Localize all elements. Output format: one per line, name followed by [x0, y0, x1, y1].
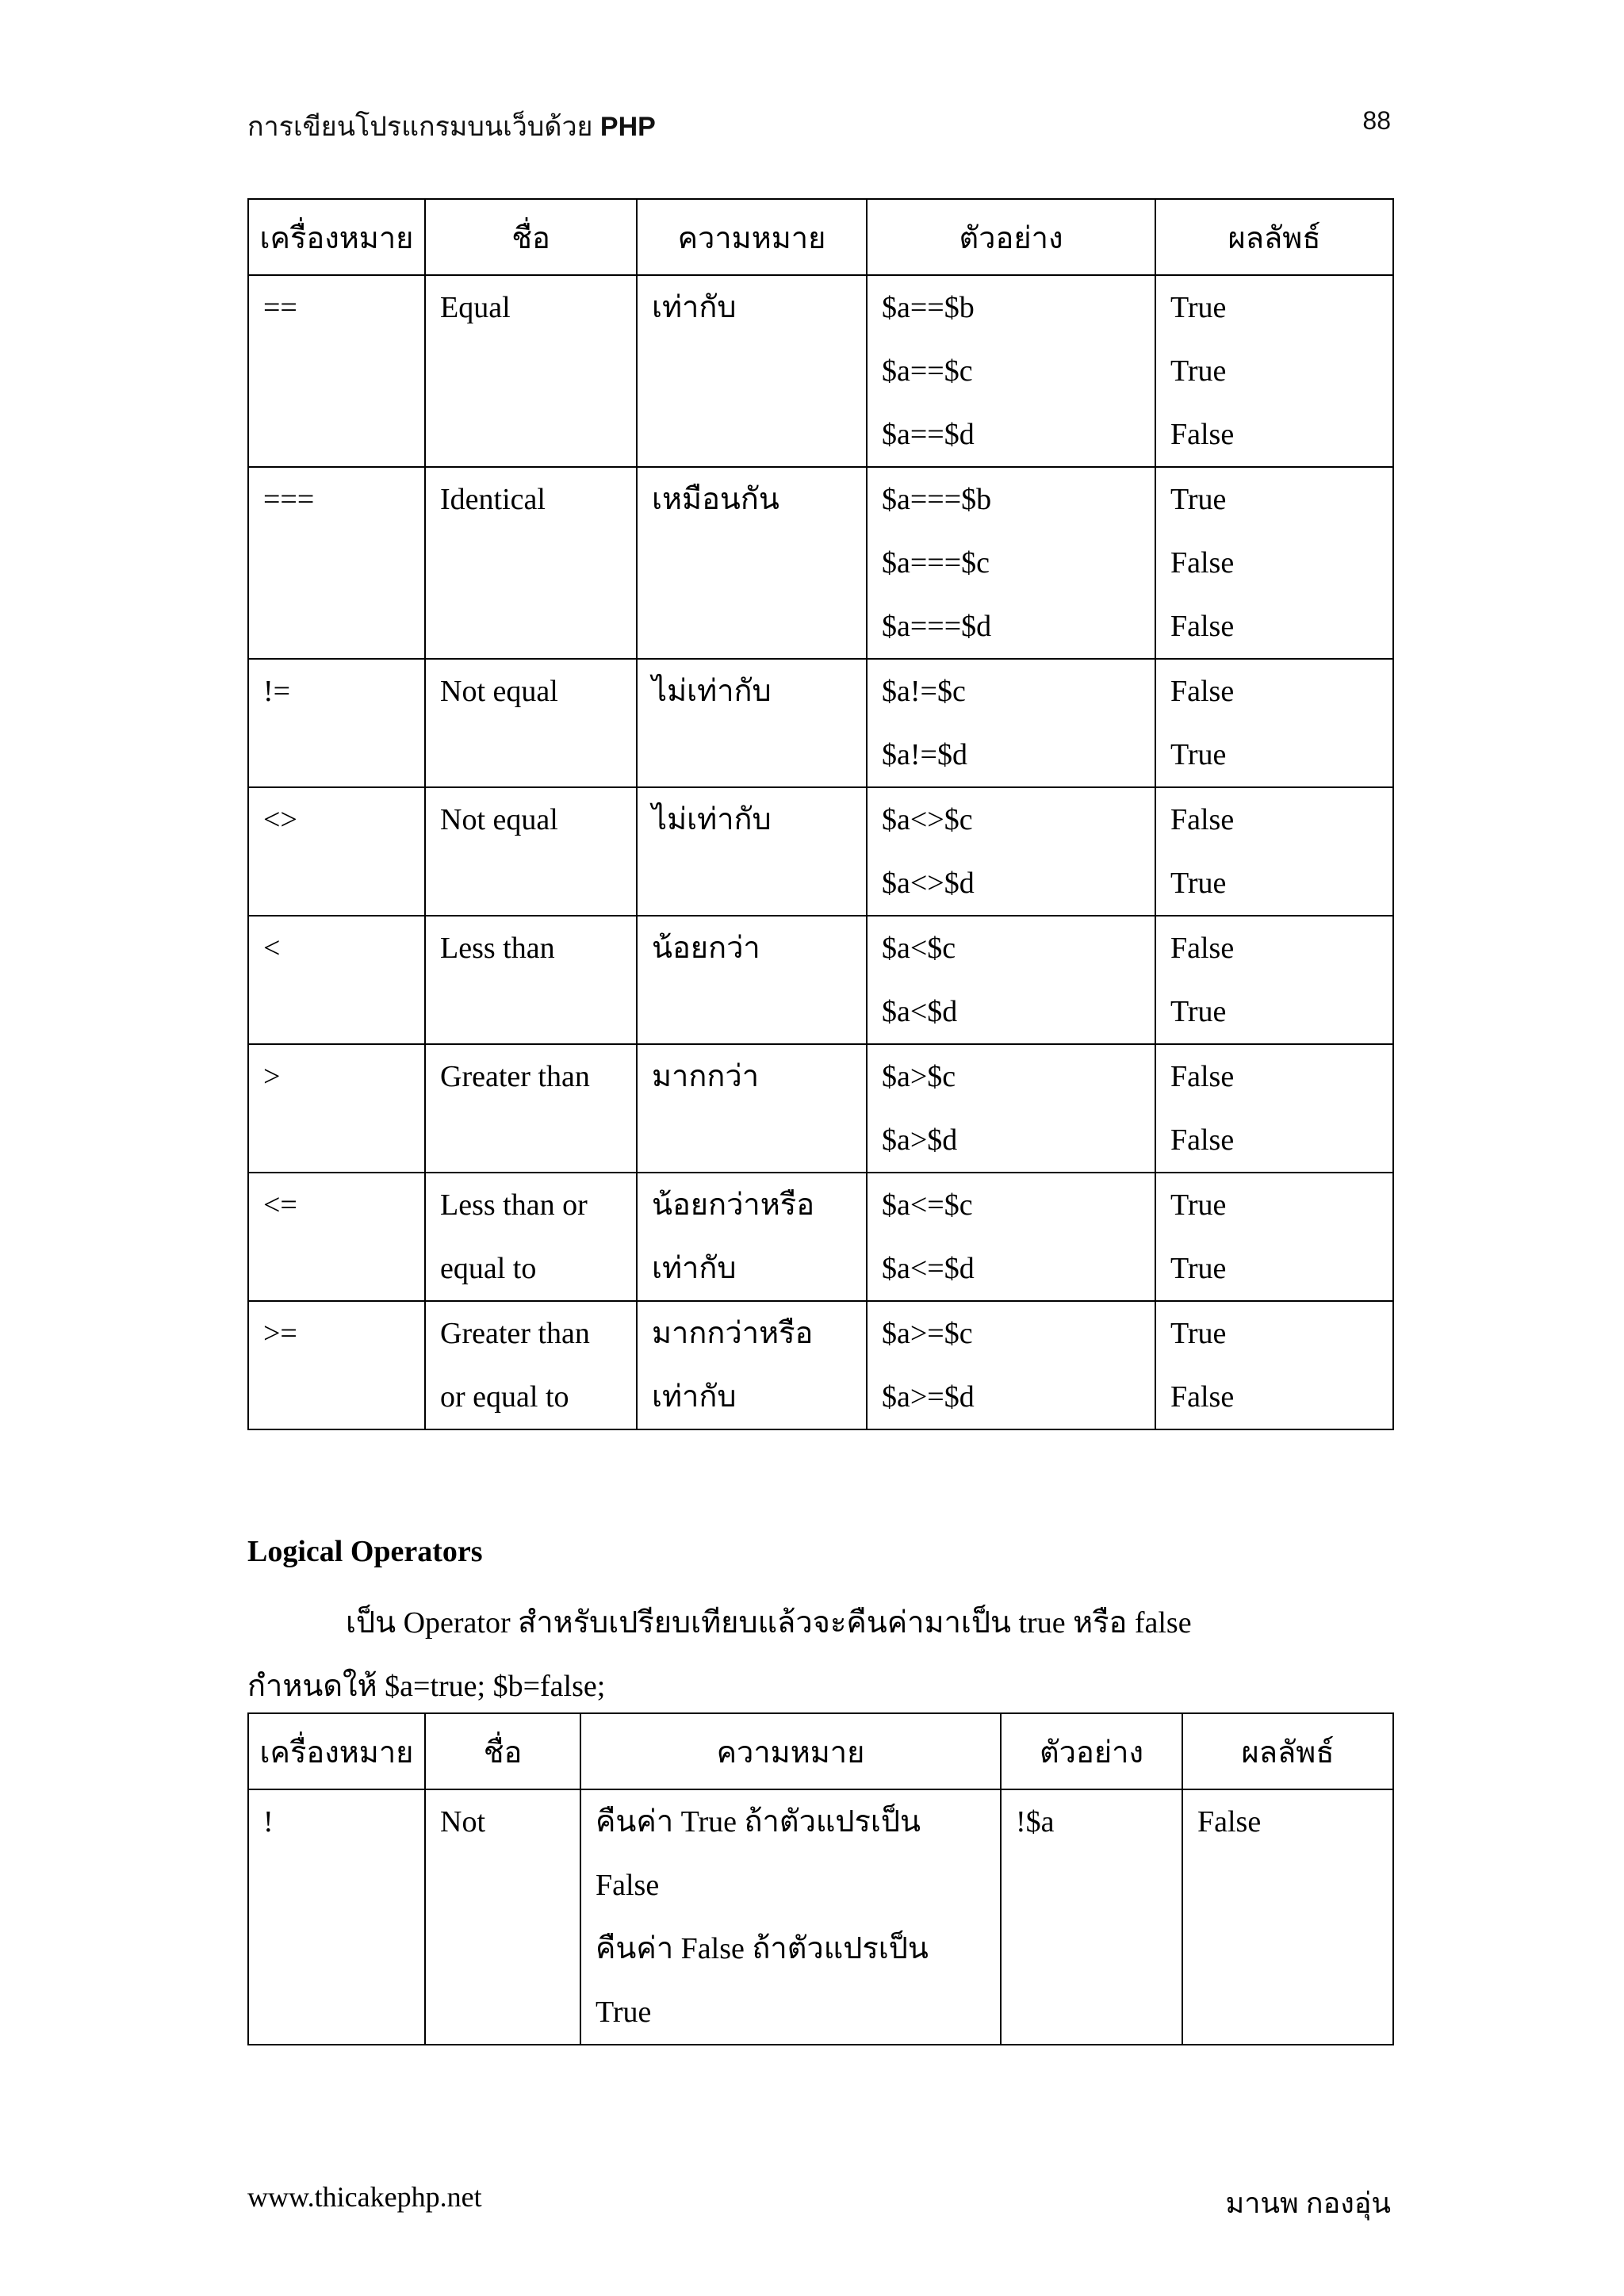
operator-meaning: มากกว่าหรือ — [652, 1317, 814, 1350]
cell-results — [1182, 1789, 1393, 2045]
example-expression: $a!=$c — [882, 675, 966, 708]
result-value: False — [1170, 610, 1235, 643]
example-expression: $a!=$d — [882, 738, 967, 771]
result-value: False — [1170, 803, 1235, 836]
column-header: ผลลัพธ์ — [1182, 1713, 1393, 1789]
example-expression: $a===$b — [882, 483, 992, 516]
result-value: False — [1170, 1060, 1235, 1093]
operator-symbol: <= — [263, 1188, 297, 1222]
cell-examples — [867, 467, 1155, 659]
cell-examples — [867, 1044, 1155, 1173]
cell-results — [1155, 916, 1393, 1044]
example-expression: $a===$d — [882, 610, 992, 643]
cell-meaning — [637, 467, 867, 659]
operator-symbol: >= — [263, 1317, 297, 1350]
cell-name — [425, 787, 637, 916]
operator-meaning: คืนค่า False ถ้าตัวแปรเป็น — [596, 1932, 929, 1965]
result-value: True — [1170, 1252, 1227, 1285]
running-header — [247, 105, 656, 147]
cell-name — [425, 467, 637, 659]
operator-symbol: === — [263, 483, 315, 516]
table-row — [248, 275, 1393, 467]
cell-examples — [1001, 1789, 1182, 2045]
operator-meaning: ไม่เท่ากับ — [652, 803, 772, 836]
operator-meaning: False — [596, 1869, 660, 1902]
cell-results — [1155, 467, 1393, 659]
cell-name — [425, 1173, 637, 1301]
operator-name: Not — [440, 1805, 485, 1839]
column-header: ความหมาย — [580, 1713, 1001, 1789]
example-expression: $a<=$c — [882, 1188, 973, 1222]
cell-meaning — [637, 1173, 867, 1301]
operator-name: Less than or — [440, 1188, 588, 1222]
cell-symbol — [248, 1044, 425, 1173]
cell-examples — [867, 275, 1155, 467]
cell-symbol — [248, 275, 425, 467]
result-value: False — [1170, 932, 1235, 965]
result-value: True — [1170, 867, 1227, 900]
column-header: ชื่อ — [425, 1713, 580, 1789]
intro-paragraph: เป็น Operator สำหรับเปรียบเทียบแล้วจะคืนค่ามาเป็น true หรือ false — [346, 1606, 1192, 1640]
column-header: ตัวอย่าง — [1001, 1713, 1182, 1789]
cell-results — [1155, 275, 1393, 467]
cell-examples — [867, 787, 1155, 916]
table-header — [248, 199, 1393, 275]
cell-examples — [867, 1301, 1155, 1429]
cell-results — [1155, 659, 1393, 787]
cell-symbol — [248, 787, 425, 916]
operator-meaning: เท่ากับ — [652, 291, 737, 324]
table-row — [248, 1044, 1393, 1173]
cell-name — [425, 275, 637, 467]
cell-results — [1155, 1301, 1393, 1429]
cell-meaning — [637, 787, 867, 916]
table-header — [248, 1713, 1393, 1789]
table-row — [248, 1301, 1393, 1429]
result-value: False — [1170, 1123, 1235, 1157]
example-expression: $a<$c — [882, 932, 956, 965]
operator-name: Not equal — [440, 675, 558, 708]
example-expression: $a<>$c — [882, 803, 973, 836]
header-title-php: PHP — [599, 112, 656, 142]
cell-name — [425, 1301, 637, 1429]
cell-examples — [867, 916, 1155, 1044]
column-header: ตัวอย่าง — [867, 199, 1155, 275]
operator-name: equal to — [440, 1252, 537, 1285]
cell-name — [425, 916, 637, 1044]
cell-results — [1155, 787, 1393, 916]
column-header: ความหมาย — [637, 199, 867, 275]
example-expression: $a===$c — [882, 546, 990, 580]
operator-symbol: != — [263, 675, 291, 708]
operator-name: Greater than — [440, 1317, 590, 1350]
operator-meaning: น้อยกว่า — [652, 932, 760, 965]
cell-meaning — [637, 659, 867, 787]
result-value: False — [1170, 1380, 1235, 1414]
cell-examples — [867, 659, 1155, 787]
cell-symbol — [248, 1789, 425, 2045]
cell-meaning — [637, 1044, 867, 1173]
cell-meaning — [580, 1789, 1001, 2045]
logical-operators-table — [247, 1712, 1394, 2045]
operator-symbol: == — [263, 291, 297, 324]
header-title-thai: การเขียนโปรแกรมบนเว็บด้วย — [247, 112, 593, 142]
table-row — [248, 787, 1393, 916]
result-value: True — [1170, 738, 1227, 771]
operator-name: Less than — [440, 932, 555, 965]
column-header: ชื่อ — [425, 199, 637, 275]
table-row — [248, 1173, 1393, 1301]
table-row — [248, 659, 1393, 787]
cell-meaning — [637, 1301, 867, 1429]
example-expression: $a==$b — [882, 291, 975, 324]
operator-meaning: คืนค่า True ถ้าตัวแปรเป็น — [596, 1805, 921, 1839]
operator-name: Identical — [440, 483, 546, 516]
result-value: False — [1170, 418, 1235, 451]
operator-meaning: True — [596, 1996, 652, 2029]
result-value: True — [1170, 995, 1227, 1028]
cell-symbol — [248, 659, 425, 787]
operator-symbol: ! — [263, 1805, 274, 1839]
result-value: True — [1170, 1188, 1227, 1222]
example-expression: $a<>$d — [882, 867, 975, 900]
operator-symbol: < — [263, 932, 281, 965]
example-expression: $a<$d — [882, 995, 958, 1028]
column-header: เครื่องหมาย — [248, 199, 425, 275]
example-expression: $a>=$d — [882, 1380, 975, 1414]
result-value: False — [1170, 675, 1235, 708]
operator-meaning: เท่ากับ — [652, 1380, 737, 1414]
example-expression: $a==$c — [882, 354, 973, 388]
section-heading: Logical Operators — [247, 1535, 483, 1568]
cell-symbol — [248, 1301, 425, 1429]
cell-symbol — [248, 467, 425, 659]
operator-symbol: > — [263, 1060, 281, 1093]
example-expression: !$a — [1016, 1805, 1055, 1839]
operator-meaning: เท่ากับ — [652, 1252, 737, 1285]
column-header: ผลลัพธ์ — [1155, 199, 1393, 275]
operator-symbol: <> — [263, 803, 297, 836]
result-value: False — [1197, 1805, 1262, 1839]
example-expression: $a<=$d — [882, 1252, 975, 1285]
comparison-operators-table — [247, 198, 1394, 1430]
operator-name: or equal to — [440, 1380, 569, 1414]
example-expression: $a>$c — [882, 1060, 956, 1093]
result-value: True — [1170, 354, 1227, 388]
example-expression: $a>$d — [882, 1123, 958, 1157]
table-row — [248, 467, 1393, 659]
result-value: True — [1170, 291, 1227, 324]
cell-meaning — [637, 916, 867, 1044]
operator-name: Equal — [440, 291, 511, 324]
cell-meaning — [637, 275, 867, 467]
table-row — [248, 916, 1393, 1044]
column-header: เครื่องหมาย — [248, 1713, 425, 1789]
result-value: True — [1170, 483, 1227, 516]
cell-examples — [867, 1173, 1155, 1301]
cell-name — [425, 659, 637, 787]
given-values-line: กำหนดให้ $a=true; $b=false; — [247, 1670, 606, 1703]
operator-meaning: น้อยกว่าหรือ — [652, 1188, 815, 1222]
footer-url: www.thicakephp.net — [247, 2181, 482, 2213]
operator-meaning: เหมือนกัน — [652, 483, 779, 516]
operator-name: Not equal — [440, 803, 558, 836]
operator-meaning: มากกว่า — [652, 1060, 760, 1093]
cell-name — [425, 1789, 580, 2045]
cell-name — [425, 1044, 637, 1173]
result-value: False — [1170, 546, 1235, 580]
operator-name: Greater than — [440, 1060, 590, 1093]
example-expression: $a>=$c — [882, 1317, 973, 1350]
table-row — [248, 1789, 1393, 2045]
cell-results — [1155, 1044, 1393, 1173]
page-number: 88 — [1362, 106, 1391, 135]
cell-symbol — [248, 1173, 425, 1301]
footer-author: มานพ กองอุ่น — [1225, 2187, 1391, 2219]
operator-meaning: ไม่เท่ากับ — [652, 675, 772, 708]
example-expression: $a==$d — [882, 418, 975, 451]
cell-results — [1155, 1173, 1393, 1301]
cell-symbol — [248, 916, 425, 1044]
result-value: True — [1170, 1317, 1227, 1350]
